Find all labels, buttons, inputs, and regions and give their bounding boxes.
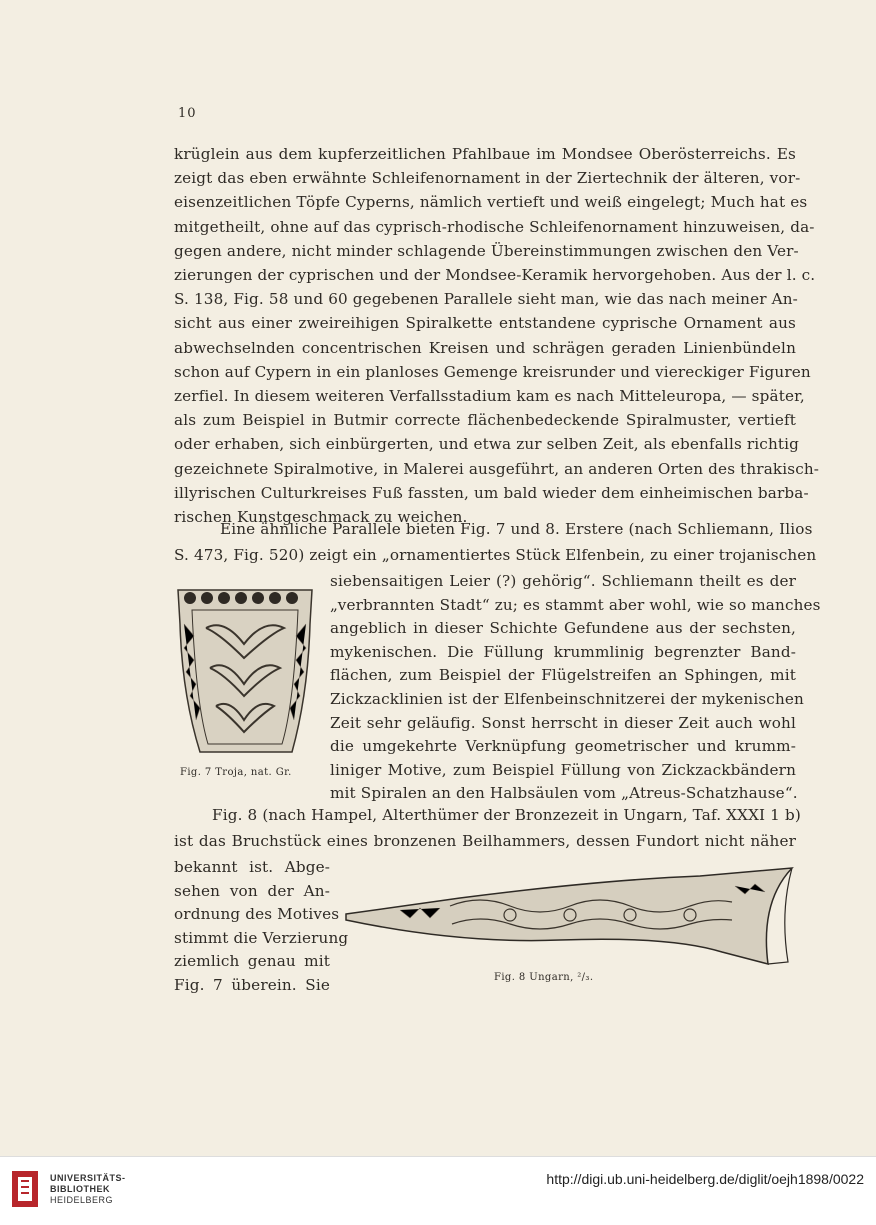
source-url-link[interactable]: http://digi.ub.uni-heidelberg.de/diglit/oejh1898/0022 [546,1171,864,1187]
library-name-line-3: HEIDELBERG [50,1195,114,1205]
text-line: sicht aus einer zweireihigen Spiralkette entstandene cyprische Ornament aus [174,314,796,333]
paragraph-3-line-2: ist das Bruchstück eines bronzenen Beilhammers, dessen Fundort nicht näher [174,832,796,850]
figure-8-caption: Fig. 8 Ungarn, ²/₃. [494,972,594,983]
text-line: schon auf Cypern in ein planloses Gemenge kreisrunder und viereckiger Figuren [174,362,811,381]
figure-7-caption: Fig. 7 Troja, nat. Gr. [180,767,292,778]
library-name-line-2: BIBLIOTHEK [50,1184,110,1194]
text-line: mit Spiralen an den Halbsäulen vom „Atreus-Schatzhause“. [330,784,798,803]
figure-7-ivory-illustration [174,584,316,764]
text-line: sehen von der An- [174,881,330,900]
text-line: flächen, zum Beispiel der Flügelstreifen an Sphingen, mit [330,666,796,685]
text-line: ordnung des Motives [174,905,340,924]
figure-8-bronze-hammer-illustration [340,862,800,972]
university-library-logo-icon [10,1167,40,1211]
text-line: zierungen der cyprischen und der Mondsee-Keramik hervorgehoben. Aus der l. c. [174,266,816,284]
text-line: „verbrannten Stadt“ zu; es stammt aber wohl, wie so manches [330,595,821,614]
text-line: Zickzacklinien ist der Elfenbeinschnitzerei der mykenischen [330,690,804,708]
text-line: illyrischen Culturkreises Fuß fassten, um bald wieder dem einheimischen barba- [174,483,809,502]
text-line: krüglein aus dem kupferzeitlichen Pfahlbaue im Mondsee Oberösterreichs. Es [174,145,796,163]
text-line: rischen Kunstgeschmack zu weichen. [174,508,468,526]
text-line: Fig. 7 überein. Sie [174,976,330,994]
text-line: gezeichnete Spiralmotive, in Malerei ausgeführt, an anderen Orten des thrakisch- [174,459,820,478]
text-line: gegen andere, nicht minder schlagende Übereinstimmungen zwischen den Ver- [174,241,799,260]
footer-bar [0,1156,876,1225]
text-line: abwechselnden concentrischen Kreisen und schrägen geraden Linienbündeln [174,338,796,357]
text-line: als zum Beispiel in Butmir correcte flächenbedeckende Spiralmuster, vertieft [174,411,796,430]
text-line: stimmt die Verzierung [174,928,349,947]
text-line: zerfiel. In diesem weiteren Verfallsstadium kam es nach Mitteleuropa, — später, [174,387,805,405]
text-line: eisenzeitlichen Töpfe Cyperns, nämlich vertieft und weiß eingelegt; Much hat es [174,193,808,212]
text-line: Zeit sehr geläufig. Sonst herrscht in dieser Zeit auch wohl [330,713,796,732]
page-number: 10 [178,106,197,121]
text-line: mitgetheilt, ohne auf das cyprisch-rhodische Schleifenornament hinzuweisen, da- [174,217,815,236]
text-line: mykenischen. Die Füllung krummlinig begrenzter Band- [330,642,796,661]
text-line: angeblich in dieser Schichte Gefundene aus der sechsten, [330,619,796,638]
paragraph-2-line-1: Eine ähnliche Parallele bieten Fig. 7 und 8. Erstere (nach Schliemann, Ilios [220,520,813,538]
text-line: siebensaitigen Leier (?) gehörig“. Schliemann theilt es der [330,572,796,590]
paragraph-2-line-2: S. 473, Fig. 520) zeigt ein „ornamentiertes Stück Elfenbein, zu einer trojanischen [174,546,817,564]
text-line: ziemlich genau mit [174,952,330,971]
text-line: bekannt ist. Abge- [174,858,330,876]
text-line: die umgekehrte Verknüpfung geometrischer und krumm- [330,737,796,756]
text-line: zeigt das eben erwähnte Schleifenornament in der Ziertechnik der älteren, vor- [174,169,801,188]
text-line: oder erhaben, sich einbürgerten, und etwa zur selben Zeit, als ebenfalls richtig [174,435,800,454]
text-line: liniger Motive, zum Beispiel Füllung von Zickzackbändern [330,760,796,779]
paragraph-3-line-1: Fig. 8 (nach Hampel, Alterthümer der Bronzezeit in Ungarn, Taf. XXXI 1 b) [212,806,801,824]
library-name-line-1: UNIVERSITÄTS- [50,1173,126,1183]
text-line: S. 138, Fig. 58 und 60 gegebenen Parallele sieht man, wie das nach meiner An- [174,290,798,309]
